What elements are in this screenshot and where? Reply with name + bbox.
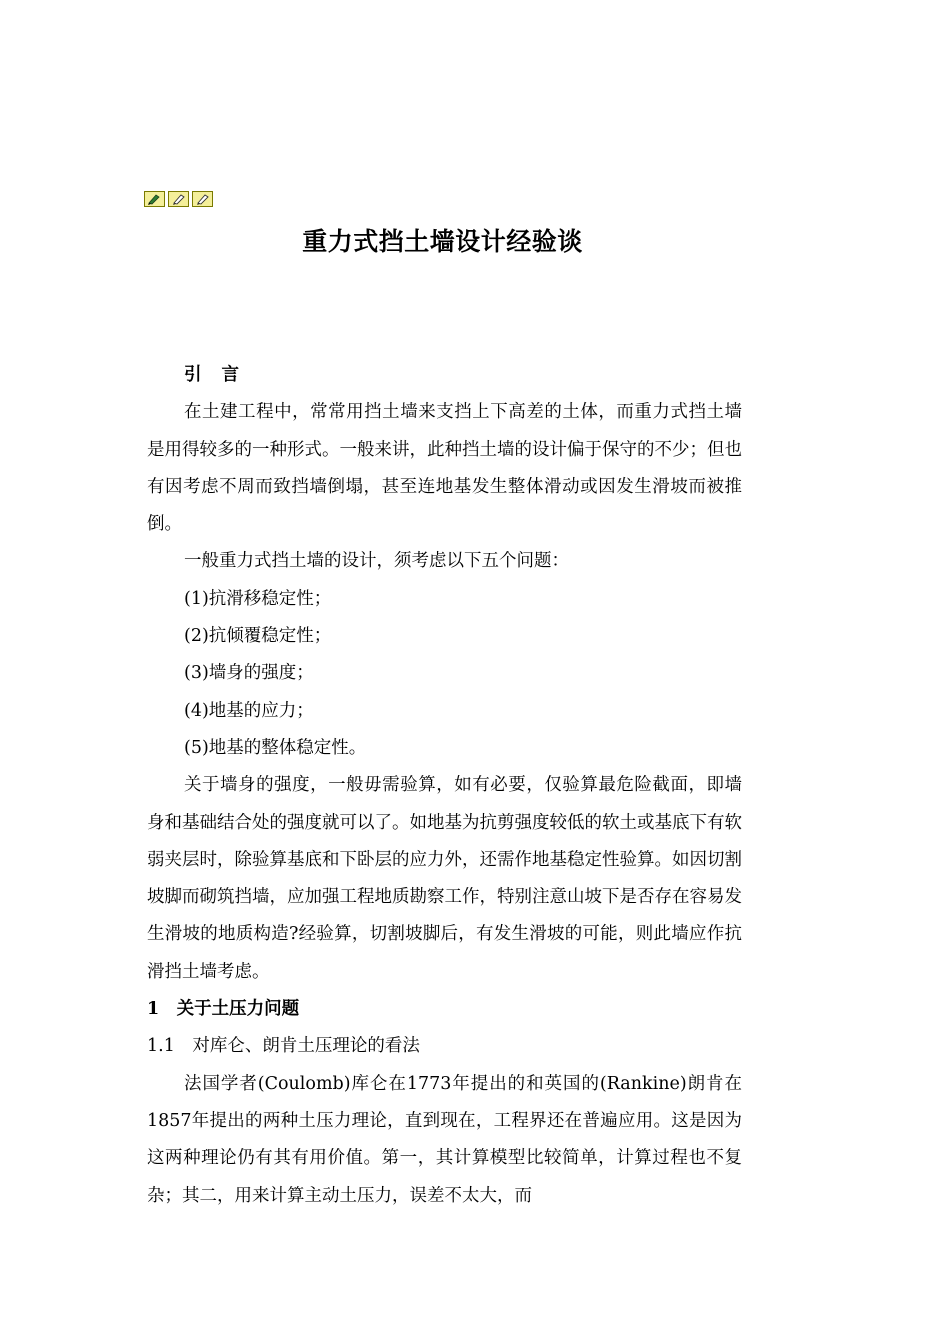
- subsection-heading: 1.1 对库仑、朗肯土压理论的看法: [147, 1036, 420, 1057]
- paragraph: 在土建工程中，常常用挡土墙来支挡上下高差的土体，而重力式挡土墙是用得较多的一种形式。一般来讲，此种挡土墙的设计偏于保守的不少；但也有因考虑不周而致挡墙倒塌，甚至连地基发生整体滑动或因发生滑坡而被推倒。: [147, 402, 742, 535]
- list-item: (1)抗滑移稳定性；: [184, 588, 332, 609]
- toolbar-icons: [144, 191, 213, 207]
- pencil-icon[interactable]: [168, 191, 189, 207]
- edit-icon[interactable]: [144, 191, 165, 207]
- list-item: (3)墙身的强度；: [184, 663, 314, 684]
- pencil-icon[interactable]: [192, 191, 213, 207]
- document-title: 重力式挡土墙设计经验谈: [302, 227, 583, 256]
- list-item: (2)抗倾覆稳定性；: [184, 626, 332, 647]
- section-heading: 1 关于土压力问题: [147, 999, 300, 1020]
- list-item: (5)地基的整体稳定性。: [184, 737, 367, 758]
- document-body: [147, 357, 742, 1215]
- paragraph: 关于墙身的强度，一般毋需验算，如有必要，仅验算最危险截面，即墙身和基础结合处的强度就可以了。如地基为抗剪强度较低的软土或基底下有软弱夹层时，除验算基底和下卧层的应力外，还需作地基稳定性验算。如因切割坡脚而砌筑挡墙，应加强工程地质勘察工作，特别注意山坡下是否存在容易发生滑坡的地质构造?经验算，切割坡脚后，有发生滑坡的可能，则此墙应作抗滑挡土墙考虑。: [147, 775, 742, 982]
- intro-heading: 引 言: [184, 365, 239, 385]
- paragraph: 法国学者(Coulomb)库仑在1773年提出的和英国的(Rankine)朗肯在1857年提出的两种土压力理论，直到现在，工程界还在普遍应用。这是因为这两种理论仍有其有用价值。第一，其计算模型比较简单，计算过程也不复杂；其二，用来计算主动土压力，误差不太大，而: [147, 1073, 742, 1206]
- list-item: (4)地基的应力；: [184, 700, 314, 721]
- paragraph: 一般重力式挡土墙的设计，须考虑以下五个问题：: [184, 551, 569, 572]
